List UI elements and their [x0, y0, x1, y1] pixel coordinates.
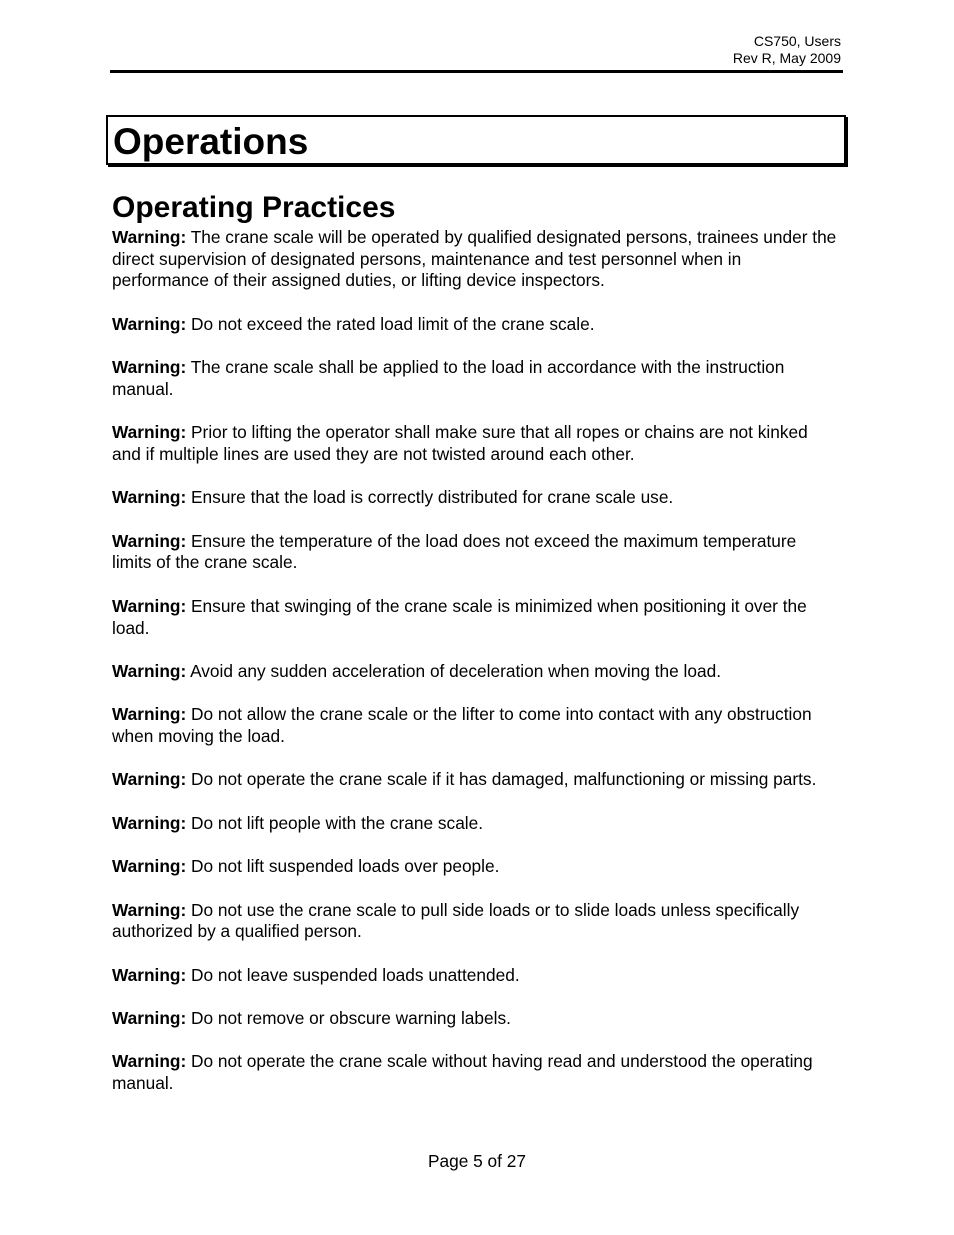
warning-item	[112, 314, 840, 336]
warning-label: Warning:	[112, 964, 187, 985]
warning-text: Avoid any sudden acceleration of deceleration when moving the load.	[186, 660, 722, 681]
warning-text: Prior to lifting the operator shall make sure that all ropes or chains are not kinked and if multiple lines are used they are not twisted around each other.	[112, 422, 808, 464]
warning-label: Warning:	[112, 227, 187, 247]
header-revision: Rev R, May 2009	[732, 50, 841, 66]
warning-text: Do not use the crane scale to pull side loads or to slide loads unless specifically authorized by a qualified person.	[112, 899, 800, 942]
warning-text: Do not remove or obscure warning labels.	[186, 1008, 511, 1029]
warning-item	[112, 813, 840, 835]
warning-item	[112, 1008, 840, 1030]
section-title: Operations	[113, 121, 309, 162]
header-rule	[110, 70, 843, 73]
warning-item	[112, 965, 840, 987]
warning-text: Do not operate the crane scale if it has damaged, malfunctioning or missing parts.	[186, 769, 817, 790]
warning-text: The crane scale will be operated by qualified designated persons, trainees under the direct supervision of designated persons, maintenance and test personnel when in performance of their assigned duties, or lifting device inspectors.	[112, 227, 837, 291]
warning-text: Do not allow the crane scale or the lifter to come into contact with any obstruction when moving the load.	[112, 704, 812, 747]
warning-text: Ensure that swinging of the crane scale is minimized when positioning it over the load.	[112, 595, 807, 638]
warning-text: Ensure the temperature of the load does not exceed the maximum temperature limits of the crane scale.	[112, 530, 797, 573]
warning-label: Warning:	[112, 769, 187, 790]
warning-text: Do not exceed the rated load limit of the crane scale.	[186, 313, 595, 334]
warning-label: Warning:	[112, 660, 187, 681]
warning-label: Warning:	[112, 313, 187, 334]
subsection-title: Operating Practices	[112, 191, 396, 224]
warning-item	[112, 1051, 840, 1094]
warning-text: Do not lift people with the crane scale.	[186, 812, 484, 833]
warning-item	[112, 422, 840, 465]
warning-item	[112, 227, 840, 292]
warning-label: Warning:	[112, 487, 187, 508]
warning-label: Warning:	[112, 704, 187, 725]
warning-text: Ensure that the load is correctly distributed for crane scale use.	[186, 487, 674, 508]
warning-item	[112, 704, 840, 747]
warning-label: Warning:	[112, 899, 187, 920]
warning-label: Warning:	[112, 1008, 187, 1029]
warning-text: Do not lift suspended loads over people.	[186, 856, 500, 877]
header-doc-title: CS750, Users	[753, 33, 841, 49]
document-header	[733, 33, 841, 67]
warning-label: Warning:	[112, 1051, 187, 1072]
warning-item	[112, 769, 840, 791]
warning-item	[112, 856, 840, 878]
warning-label: Warning:	[112, 812, 187, 833]
warning-label: Warning:	[112, 530, 187, 551]
warning-item	[112, 596, 840, 639]
warning-item	[112, 661, 840, 683]
warning-label: Warning:	[112, 357, 187, 378]
warning-text: Do not operate the crane scale without having read and understood the operating manual.	[112, 1051, 813, 1094]
warning-text: The crane scale shall be applied to the load in accordance with the instruction manual.	[112, 357, 785, 399]
warning-label: Warning:	[112, 856, 187, 877]
warning-item	[112, 487, 840, 509]
warning-item	[112, 900, 840, 943]
warning-item	[112, 357, 840, 400]
page-number: Page 5 of 27	[427, 1151, 526, 1171]
section-title-box	[106, 115, 846, 165]
warnings-list	[112, 227, 840, 1117]
warning-label: Warning:	[112, 422, 187, 443]
warning-text: Do not leave suspended loads unattended.	[186, 964, 520, 985]
warning-item	[112, 531, 840, 574]
warning-label: Warning:	[112, 595, 187, 616]
